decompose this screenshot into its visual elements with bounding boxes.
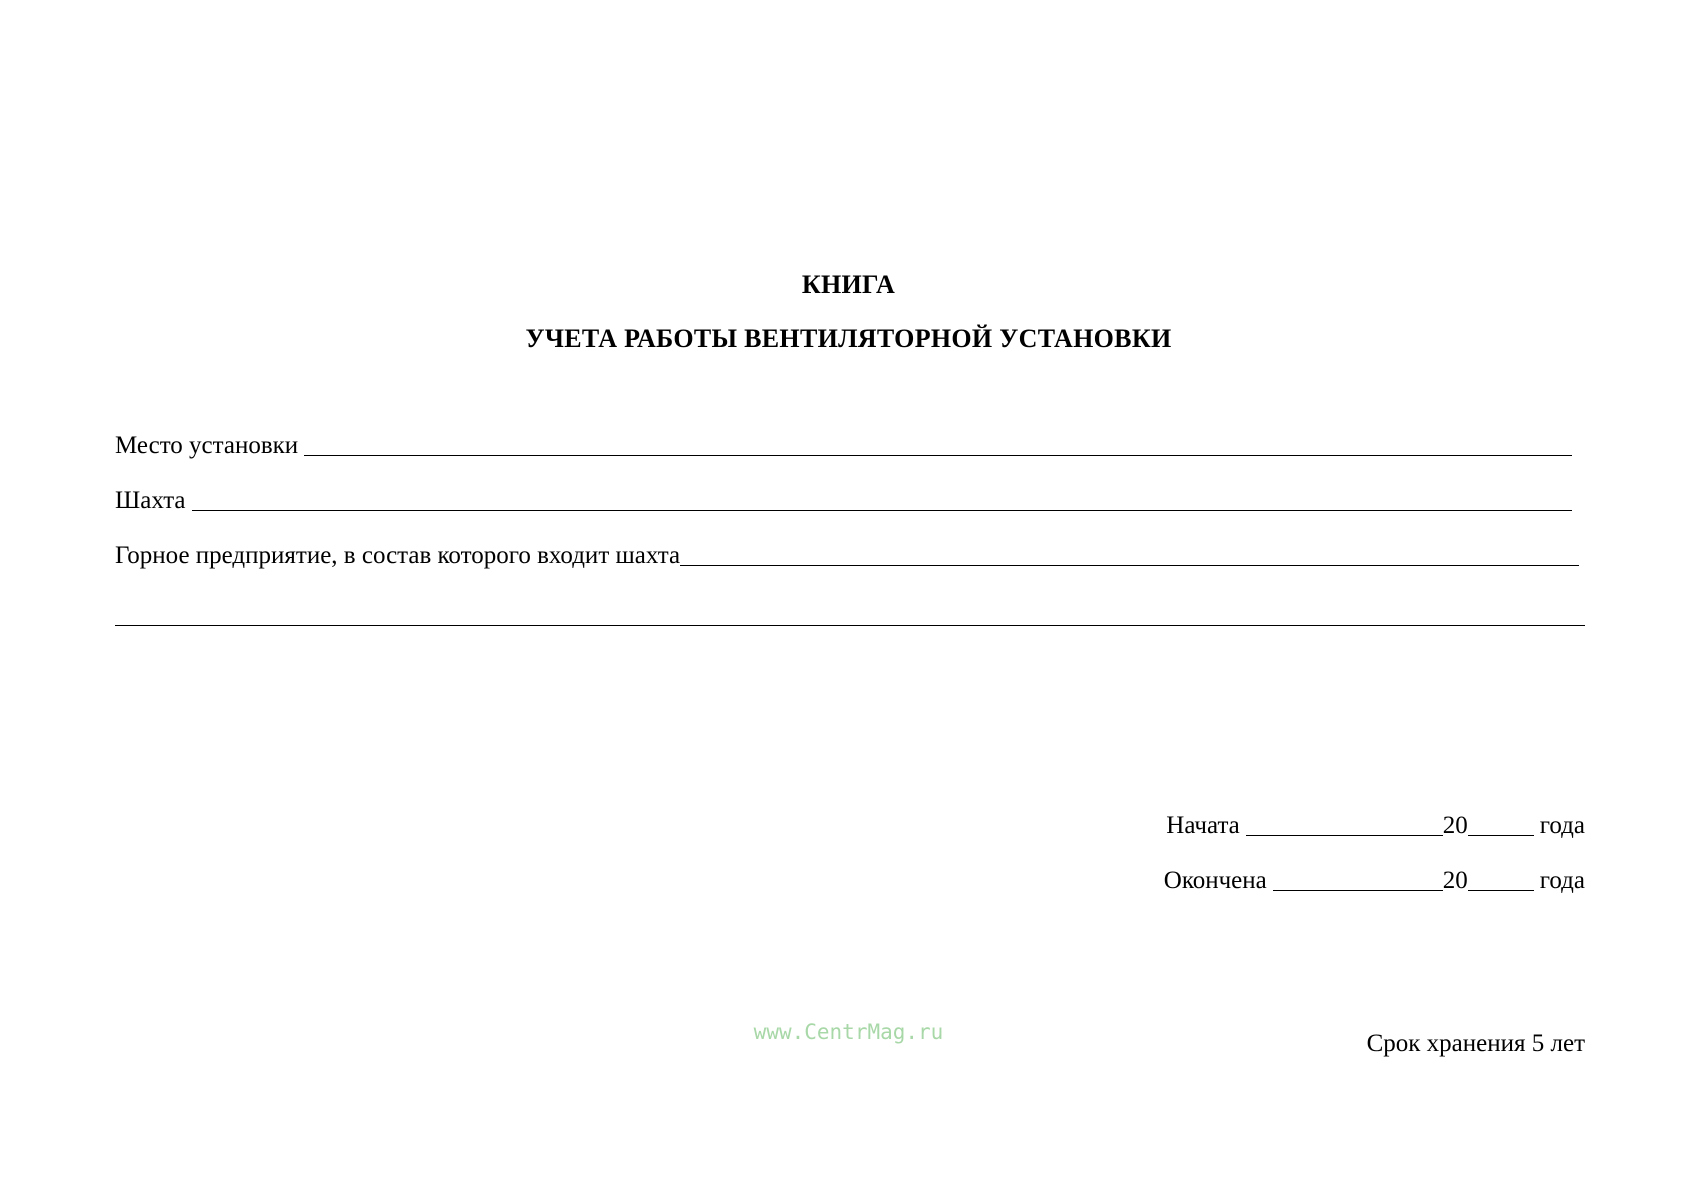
enterprise-continuation-line[interactable] <box>115 625 1585 626</box>
retention-period: Срок хранения 5 лет <box>1366 1030 1585 1057</box>
end-year-prefix: 20 <box>1442 867 1468 894</box>
start-year-prefix: 20 <box>1442 812 1468 839</box>
end-date-row[interactable] <box>1164 867 1585 895</box>
enterprise-label: Горное предприятие, в состав которого входит шахта <box>115 542 681 569</box>
end-year-suffix: года <box>1539 867 1585 894</box>
start-date-row[interactable] <box>1166 812 1585 840</box>
place-input-line[interactable] <box>304 454 1572 456</box>
document-subtitle: УЧЕТА РАБОТЫ ВЕНТИЛЯТОРНОЙ УСТАНОВКИ <box>525 324 1172 353</box>
place-field[interactable] <box>115 432 1572 460</box>
enterprise-input-line[interactable] <box>680 564 1579 566</box>
start-year-blank[interactable] <box>1468 834 1534 836</box>
mine-label: Шахта <box>115 487 186 514</box>
document-title: КНИГА <box>801 270 896 299</box>
mine-field[interactable] <box>115 487 1572 515</box>
start-date-label: Начата <box>1166 812 1240 839</box>
end-date-label: Окончена <box>1163 867 1267 894</box>
enterprise-field[interactable] <box>115 542 1579 570</box>
place-label: Место установки <box>115 432 299 459</box>
start-date-blank[interactable] <box>1246 834 1443 836</box>
start-year-suffix: года <box>1539 812 1585 839</box>
mine-input-line[interactable] <box>192 509 1572 511</box>
end-year-blank[interactable] <box>1468 889 1534 891</box>
watermark: www.CentrMag.ru <box>753 1020 944 1044</box>
end-date-blank[interactable] <box>1273 889 1443 891</box>
